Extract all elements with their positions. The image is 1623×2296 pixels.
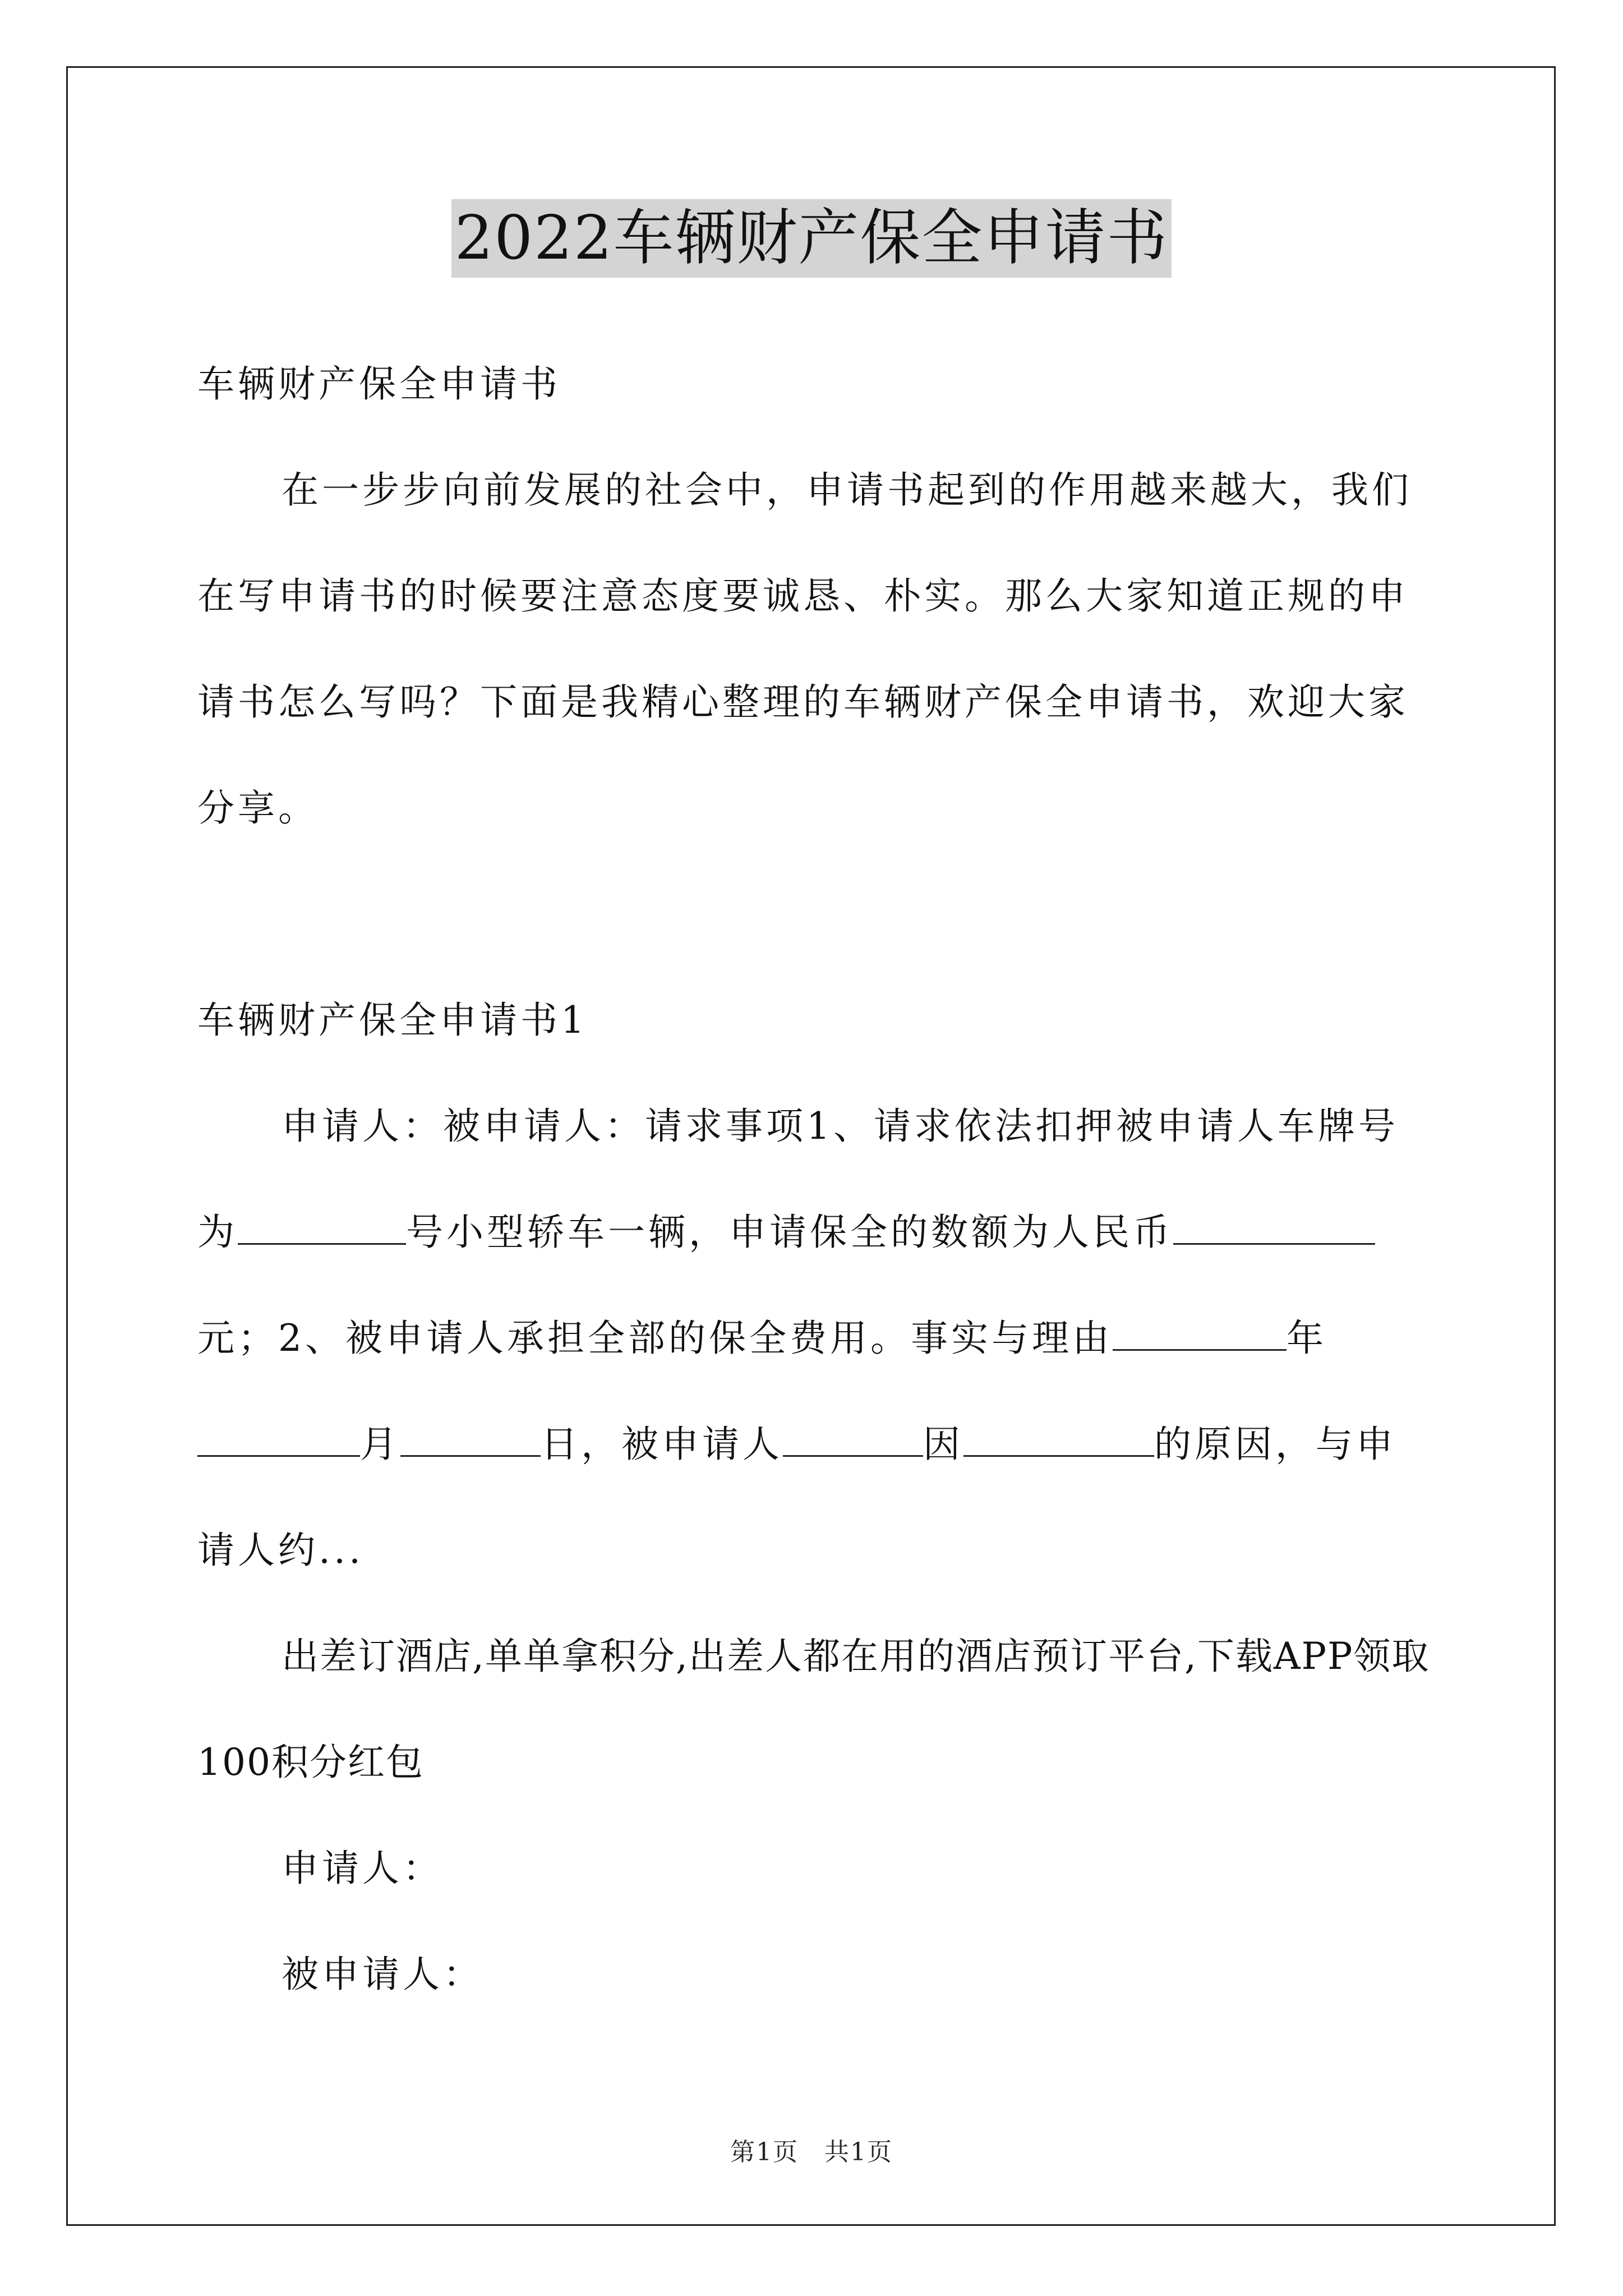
blank-month bbox=[197, 1424, 360, 1457]
application-body bbox=[197, 1073, 1431, 1603]
ad-paragraph: 出差订酒店,单单拿积分,出差人都在用的酒店预订平台,下载APP领取100积分红包 bbox=[197, 1635, 1430, 1784]
blank-amount bbox=[1173, 1212, 1375, 1245]
section-spacer bbox=[197, 861, 1431, 967]
blank-plate-number bbox=[238, 1212, 406, 1245]
section-heading: 车辆财产保全申请书1 bbox=[197, 999, 588, 1042]
blank-year bbox=[1113, 1318, 1287, 1351]
blank-day bbox=[400, 1424, 541, 1457]
blank-reason bbox=[963, 1424, 1154, 1457]
applicant-label: 申请人： bbox=[282, 1847, 443, 1890]
subtitle: 车辆财产保全申请书 bbox=[197, 362, 561, 406]
body-text-4: 年 bbox=[1287, 1317, 1327, 1360]
document-body bbox=[197, 331, 1431, 2027]
title-container bbox=[0, 199, 1623, 278]
blank-respondent bbox=[783, 1424, 923, 1457]
body-text-5: 月 bbox=[360, 1423, 400, 1466]
page-footer: 第1页 共1页 bbox=[730, 2138, 893, 2166]
body-text-6: 日，被申请人 bbox=[541, 1423, 783, 1466]
body-text-2: 号小型轿车一辆，申请保全的数额为人民币 bbox=[406, 1211, 1173, 1254]
intro-paragraph: 在一步步向前发展的社会中，申请书起到的作用越来越大，我们在写申请书的时候要注意态度要诚恳、朴实。那么大家知道正规的申请书怎么写吗？下面是我精心整理的车辆财产保全申请书，欢迎大家分享。 bbox=[197, 468, 1412, 830]
body-text-8: 的原因，与申请人约... bbox=[197, 1423, 1396, 1572]
body-text-3: 元；2、被申请人承担全部的保全费用。事实与理由 bbox=[197, 1317, 1113, 1360]
body-text-7: 因 bbox=[923, 1423, 963, 1466]
document-title: 2022车辆财产保全申请书 bbox=[451, 199, 1172, 278]
respondent-label: 被申请人： bbox=[282, 1953, 483, 1996]
body-text-1: 申请人：被申请人：请求事项1、请求依法扣押被申请人车牌号为 bbox=[197, 1105, 1399, 1254]
